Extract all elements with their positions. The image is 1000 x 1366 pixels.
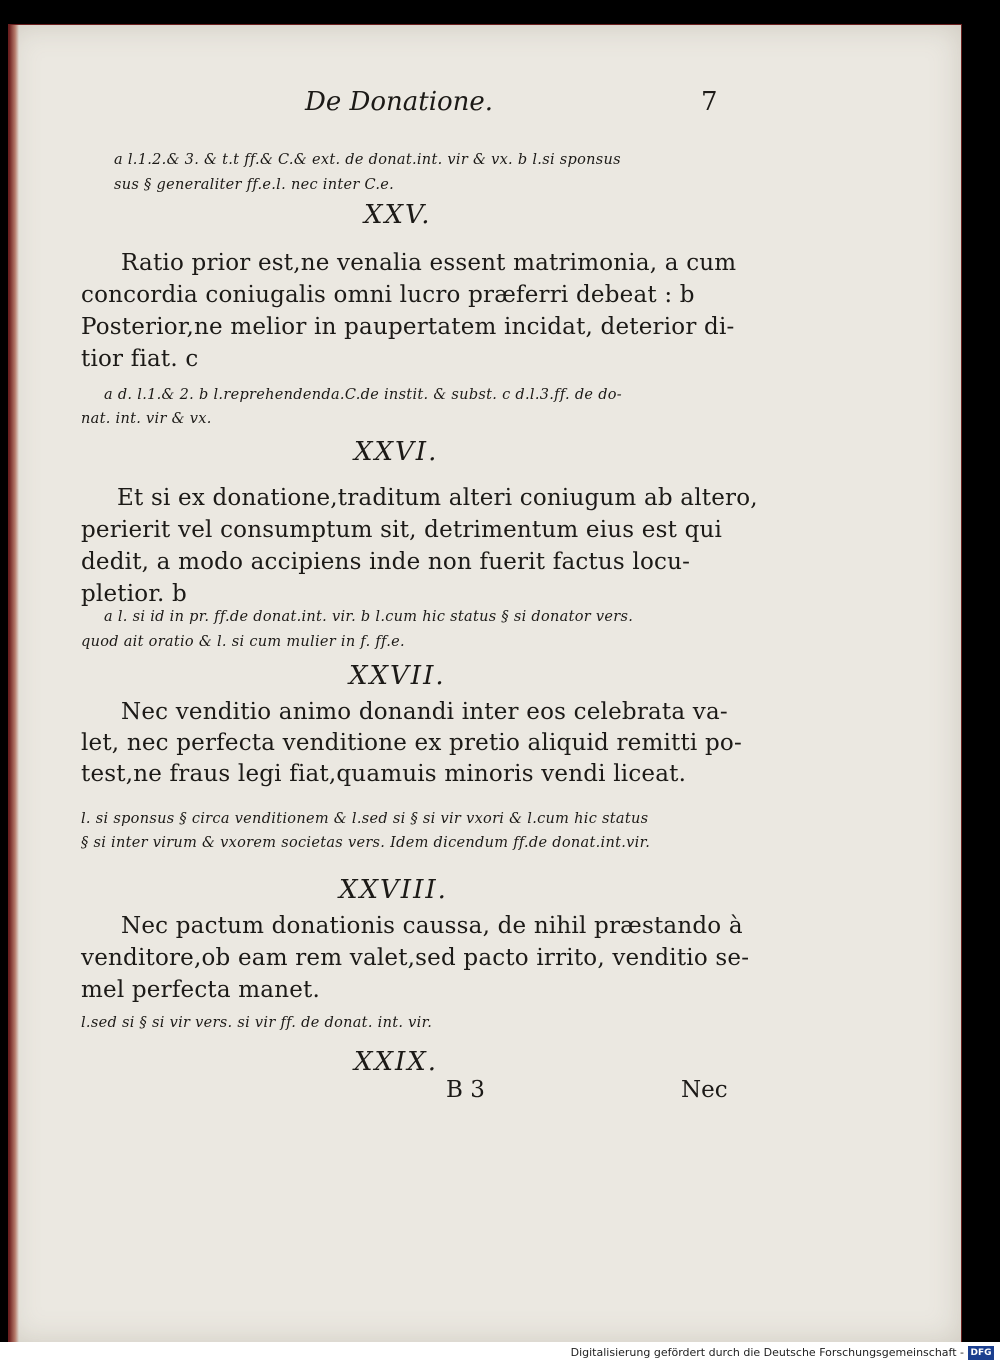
digitization-credit: Digitalisierung gefördert durch die Deutsche Forschungsgemeinschaft -: [570, 1346, 964, 1359]
paragraph-line: venditore,ob eam rem valet,sed pacto irrito, venditio se-: [81, 945, 750, 971]
paragraph-line: Ratio prior est,ne venalia essent matrimonia, a cum: [121, 250, 737, 276]
dfg-logo-icon: DFG: [968, 1346, 994, 1360]
section-heading: XXVIII.: [339, 875, 448, 905]
footnote-line: quod ait oratio & l. si cum mulier in f. ff.e.: [81, 634, 405, 650]
footnote-line: sus § generaliter ff.e.l. nec inter C.e.: [114, 177, 395, 193]
footnote-line: nat. int. vir & vx.: [81, 411, 212, 427]
footnote-line: a l. si id in pr. ff.de donat.int. vir. b l.cum hic status § si donator vers.: [104, 609, 634, 625]
page-number: 7: [701, 87, 718, 117]
catchword: Nec: [681, 1077, 728, 1103]
paragraph-line: tior fiat. c: [81, 346, 199, 372]
section-heading: XXIX.: [354, 1047, 439, 1077]
paragraph-line: Nec pactum donationis caussa, de nihil præstando à: [121, 913, 743, 939]
footnote-line: l. si sponsus § circa venditionem & l.sed si § si vir vxori & l.cum hic status: [81, 811, 649, 827]
footnote-line: l.sed si § si vir vers. si vir ff. de donat. int. vir.: [81, 1015, 433, 1031]
paragraph-line: test,ne fraus legi fiat,quamuis minoris vendi liceat.: [81, 761, 687, 787]
section-heading: XXV.: [364, 200, 432, 230]
paragraph-line: perierit vel consumptum sit, detrimentum eius est qui: [81, 517, 723, 543]
footnote-line: § si inter virum & vxorem societas vers. Idem dicendum ff.de donat.int.vir.: [81, 835, 651, 851]
running-header: De Donatione.: [305, 87, 494, 117]
paragraph-line: pletior. b: [81, 581, 187, 607]
page-spine-edge: [9, 25, 19, 1343]
digitization-bar: [0, 1342, 1000, 1366]
footnote-line: a d. l.1.& 2. b l.reprehendenda.C.de instit. & subst. c d.l.3.ff. de do-: [104, 387, 623, 403]
paragraph-line: Et si ex donatione,traditum alteri coniugum ab altero,: [117, 485, 758, 511]
paragraph-line: concordia coniugalis omni lucro præferri debeat : b: [81, 282, 695, 308]
paragraph-line: dedit, a modo accipiens inde non fuerit factus locu-: [81, 549, 691, 575]
signature-mark: B 3: [446, 1077, 485, 1103]
book-page: [8, 24, 962, 1344]
paragraph-line: let, nec perfecta venditione ex pretio aliquid remitti po-: [81, 730, 742, 756]
paragraph-line: mel perfecta manet.: [81, 977, 320, 1003]
section-heading: XXVI.: [354, 437, 439, 467]
paragraph-line: Nec venditio animo donandi inter eos celebrata va-: [121, 699, 728, 725]
paragraph-line: Posterior,ne melior in paupertatem incidat, deterior di-: [81, 314, 735, 340]
footnote-line: a l.1.2.& 3. & t.t ff.& C.& ext. de donat.int. vir & vx. b l.si sponsus: [114, 152, 621, 168]
section-heading: XXVII.: [349, 661, 446, 691]
